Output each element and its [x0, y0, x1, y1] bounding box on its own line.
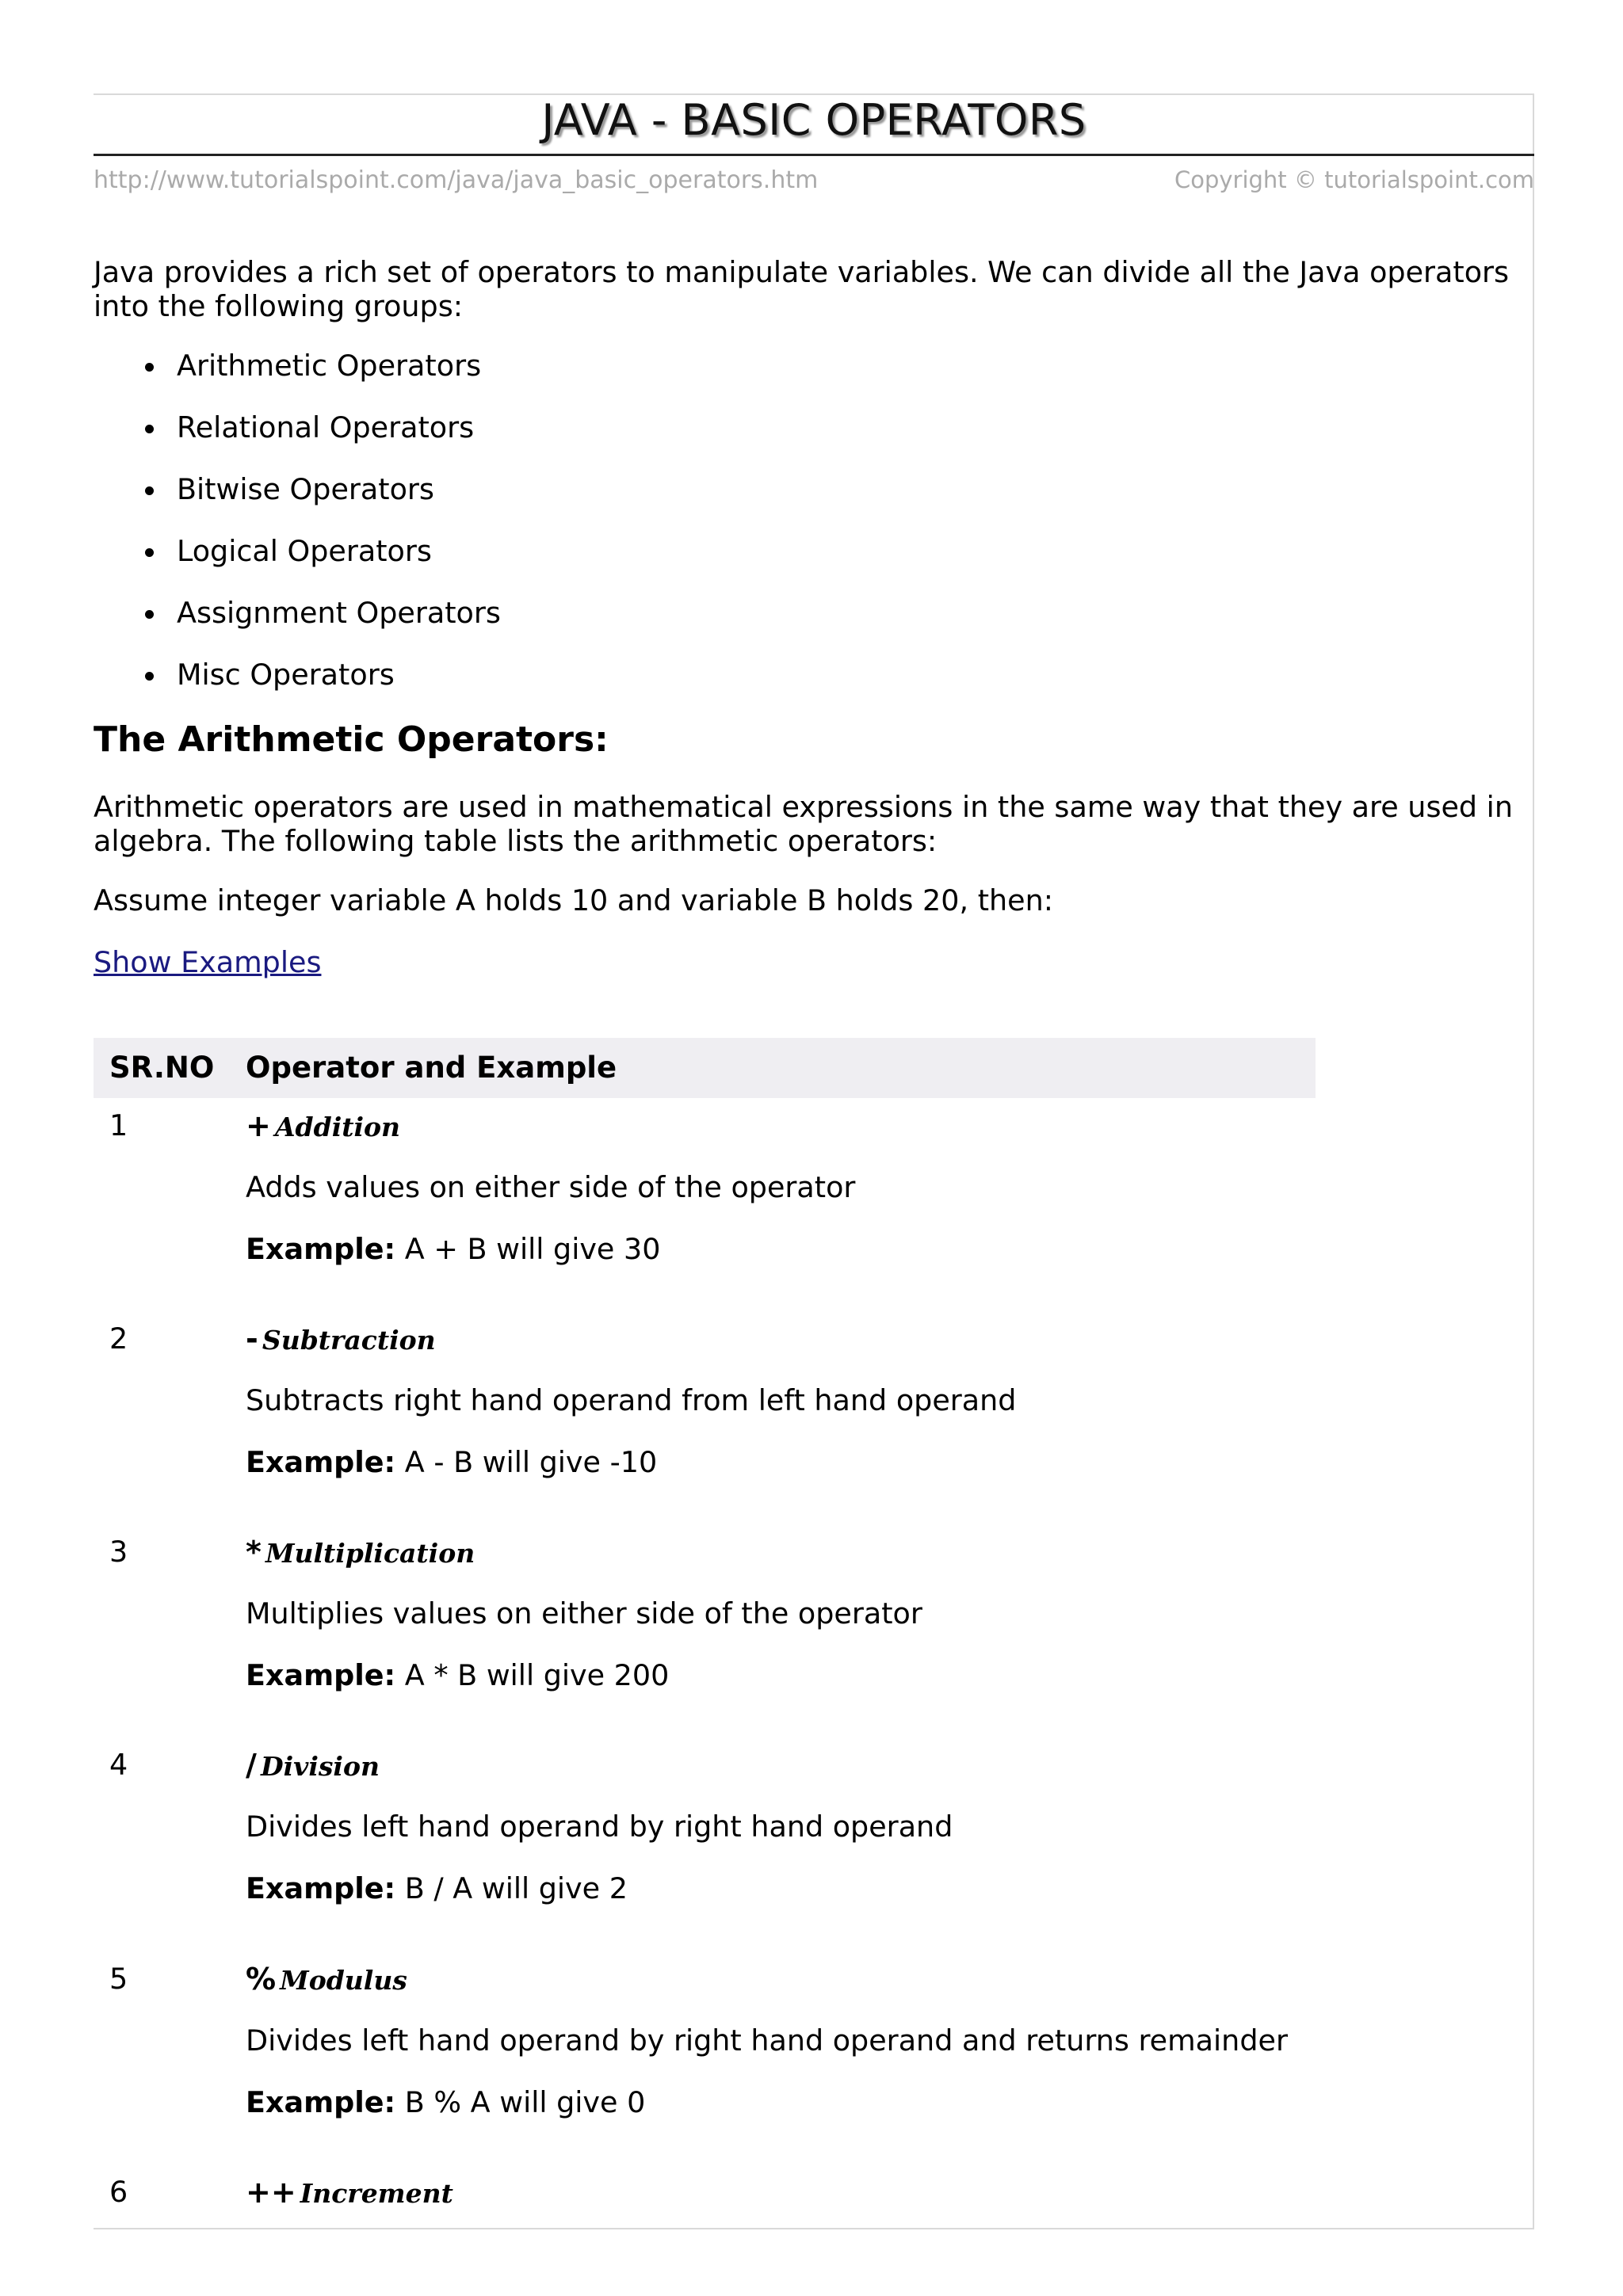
operator-groups-list: [94, 349, 501, 719]
operator-title: * Multiplication: [246, 1535, 475, 1569]
operator-title: % Modulus: [246, 1962, 407, 1997]
bullet-icon: [145, 672, 154, 681]
operator-description: Divides left hand operand by right hand operand: [246, 1810, 953, 1844]
operator-description: Multiplies values on either side of the operator: [246, 1596, 922, 1630]
column-header-srno: SR.NO: [109, 1051, 215, 1085]
operator-example: Example: B / A will give 2: [246, 1871, 628, 1905]
section-heading: The Arithmetic Operators:: [94, 719, 609, 760]
bullet-icon: [145, 363, 154, 372]
operator-example: Example: A - B will give -10: [246, 1445, 658, 1479]
operator-title: + Addition: [246, 1108, 401, 1143]
source-url: http://www.tutorialspoint.com/java/java_basic_operators.htm: [94, 166, 819, 194]
list-item: Assignment Operators: [94, 596, 501, 658]
operator-title: - Subtraction: [246, 1322, 436, 1356]
show-examples-link[interactable]: Show Examples: [94, 945, 322, 979]
operator-title: / Division: [246, 1748, 380, 1783]
operator-example: Example: B % A will give 0: [246, 2085, 646, 2119]
column-header-operator: Operator and Example: [246, 1051, 617, 1085]
title-divider: [94, 154, 1534, 156]
operator-example: Example: A * B will give 200: [246, 1658, 670, 1692]
operator-description: Subtracts right hand operand from left hand operand: [246, 1383, 1017, 1417]
operator-title: ++ Increment: [246, 2175, 453, 2210]
row-number: 4: [109, 1748, 128, 1782]
operator-description: Divides left hand operand by right hand operand and returns remainder: [246, 2023, 1288, 2058]
row-number: 3: [109, 1535, 128, 1569]
list-item: Arithmetic Operators: [94, 349, 501, 410]
bullet-icon: [145, 548, 154, 557]
row-number: 2: [109, 1322, 128, 1356]
bullet-icon: [145, 486, 154, 495]
page-title: JAVA - BASIC OPERATORS: [541, 95, 1086, 145]
list-item: Bitwise Operators: [94, 472, 501, 534]
assumption-text: Assume integer variable A holds 10 and variable B holds 20, then:: [94, 883, 1054, 917]
operator-example: Example: A + B will give 30: [246, 1232, 661, 1266]
section-paragraph: Arithmetic operators are used in mathematical expressions in the same way that they are used in algebra. The following table lists the arithmetic operators:: [94, 790, 1513, 858]
intro-paragraph: Java provides a rich set of operators to manipulate variables. We can divide all the Java operators into the following groups:: [94, 255, 1510, 323]
bullet-icon: [145, 610, 154, 619]
list-item: Logical Operators: [94, 534, 501, 596]
bullet-icon: [145, 425, 154, 433]
row-number: 6: [109, 2175, 128, 2209]
row-number: 1: [109, 1108, 128, 1142]
list-item: Relational Operators: [94, 410, 501, 472]
copyright-notice: Copyright © tutorialspoint.com: [1174, 166, 1534, 193]
row-number: 5: [109, 1962, 128, 1996]
list-item: Misc Operators: [94, 658, 501, 719]
operator-description: Adds values on either side of the operator: [246, 1170, 856, 1204]
